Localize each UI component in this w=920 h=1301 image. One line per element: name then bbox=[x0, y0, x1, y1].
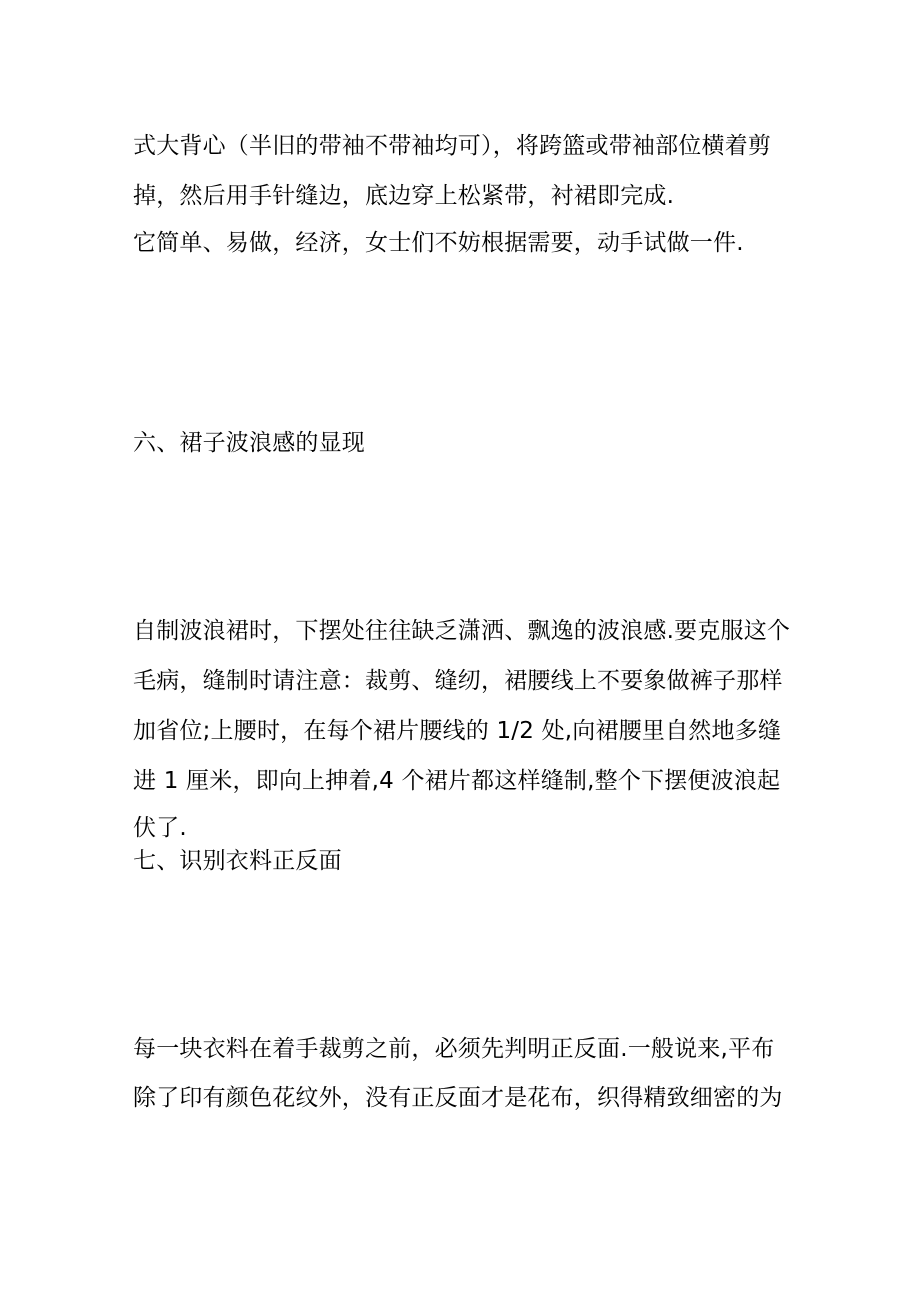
paragraph-line: 它简单、易做，经济，女士们不妨根据需要，动手试做一件. bbox=[133, 230, 744, 256]
paragraph-line: 掉，然后用手针缝边，底边穿上松紧带，衬裙即完成. bbox=[133, 183, 675, 209]
paragraph-line: 自制波浪裙时，下摆处往往缺乏潇洒、飘逸的波浪感.要克服这个 bbox=[133, 618, 791, 644]
paragraph-line: 毛病，缝制时请注意：裁剪、缝纫，裙腰线上不要象做裤子那样 bbox=[133, 668, 783, 694]
section-heading-7: 七、识别衣料正反面 bbox=[133, 848, 342, 874]
paragraph-line: 除了印有颜色花纹外，没有正反面才是花布，织得精致细密的为 bbox=[133, 1085, 783, 1111]
paragraph-line: 伏了. bbox=[133, 815, 187, 841]
paragraph-line: 加省位;上腰时，在每个裙片腰线的 1/2 处,向裙腰里自然地多缝 bbox=[133, 718, 782, 744]
section-heading-6: 六、裙子波浪感的显现 bbox=[133, 430, 365, 456]
paragraph-line: 进 1 厘米，即向上抻着,4 个裙片都这样缝制,整个下摆便波浪起 bbox=[133, 768, 781, 794]
paragraph-line: 每一块衣料在着手裁剪之前，必须先判明正反面.一般说来,平布 bbox=[133, 1036, 775, 1062]
paragraph-line: 式大背心（半旧的带袖不带袖均可），将跨篮或带袖部位横着剪 bbox=[133, 133, 772, 159]
